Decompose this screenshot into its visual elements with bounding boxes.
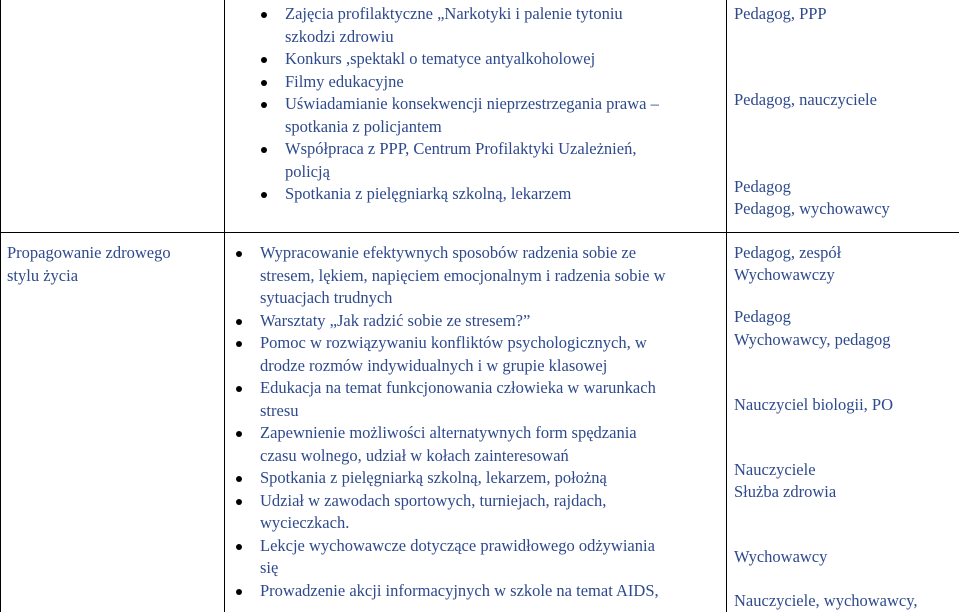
row2-responsible-7: Służba zdrowia (734, 482, 837, 501)
bullet-icon (261, 102, 267, 108)
row2-responsible-6: Nauczyciele (734, 460, 816, 479)
divider-col2 (726, 0, 727, 612)
bullet-icon (236, 386, 242, 392)
task-line: stylu życia (7, 265, 79, 285)
bullet-icon (261, 57, 267, 63)
row2-responsible-3: Pedagog (734, 307, 791, 326)
list-item: Pomoc w rozwiązywaniu konfliktów psychologicznych, w drodze rozmów indywidualnych i w grupie klasowej (260, 332, 665, 377)
row1-responsible-3: Pedagog (734, 177, 791, 196)
bullet-icon (236, 431, 242, 437)
bullet-icon (261, 80, 267, 86)
row2-responsible-8: Wychowawcy (734, 547, 828, 566)
row2-task (7, 242, 171, 287)
bullet-icon (236, 499, 242, 505)
border-left (0, 0, 1, 612)
row2-responsible-4: Wychowawcy, pedagog (734, 330, 891, 349)
list-item: Prowadzenie akcji informacyjnych w szkole na temat AIDS, (260, 580, 665, 603)
divider-row (0, 232, 959, 233)
row2-responsible-9: Nauczyciele, wychowawcy, (734, 591, 918, 610)
bullet-icon (236, 589, 242, 595)
row2-activity-list (260, 242, 665, 602)
row1-responsible-4: Pedagog, wychowawcy (734, 199, 890, 218)
bullet-icon (236, 476, 242, 482)
list-item: Zapewnienie możliwości alternatywnych form spędzania czasu wolnego, udział w kołach zainteresowań (260, 422, 665, 467)
bullet-icon (236, 341, 242, 347)
list-item: Filmy edukacyjne (285, 71, 659, 94)
row1-responsible-2: Pedagog, nauczyciele (734, 90, 877, 109)
bullet-icon (236, 544, 242, 550)
list-item: Konkurs ,spektakl o tematyce antyalkoholowej (285, 48, 659, 71)
bullet-icon (261, 12, 267, 18)
list-item: Wypracowanie efektywnych sposobów radzenia sobie ze stresem, lękiem, napięciem emocjonalnym i radzenia sobie w sytuacjach trudnych (260, 242, 665, 310)
row2-responsible-2: Wychowawczy (734, 265, 835, 284)
list-item: Zajęcia profilaktyczne „Narkotyki i palenie tytoniu szkodzi zdrowiu (285, 3, 659, 48)
row1-activity-list (285, 3, 659, 206)
list-item: Warsztaty „Jak radzić sobie ze stresem?” (260, 310, 665, 333)
list-item: Uświadamianie konsekwencji nieprzestrzegania prawa – spotkania z policjantem (285, 93, 659, 138)
task-line: Propagowanie zdrowego (7, 243, 171, 262)
bullet-icon (261, 147, 267, 153)
list-item: Spotkania z pielęgniarką szkolną, lekarzem, położną (260, 467, 665, 490)
row2-responsible-1: Pedagog, zespół (734, 243, 842, 262)
row2-responsible-5: Nauczyciel biologii, PO (734, 395, 894, 414)
row1-responsible-1: Pedagog, PPP (734, 4, 827, 23)
bullet-icon (236, 251, 242, 257)
list-item: Współpraca z PPP, Centrum Profilaktyki Uzależnień, policją (285, 138, 659, 183)
list-item: Lekcje wychowawcze dotyczące prawidłowego odżywiania się (260, 535, 665, 580)
list-item: Udział w zawodach sportowych, turniejach, rajdach, wycieczkach. (260, 490, 665, 535)
bullet-icon (261, 192, 267, 198)
list-item: Spotkania z pielęgniarką szkolną, lekarzem (285, 183, 659, 206)
divider-col1 (224, 0, 225, 612)
bullet-icon (236, 319, 242, 325)
list-item: Edukacja na temat funkcjonowania człowieka w warunkach stresu (260, 377, 665, 422)
